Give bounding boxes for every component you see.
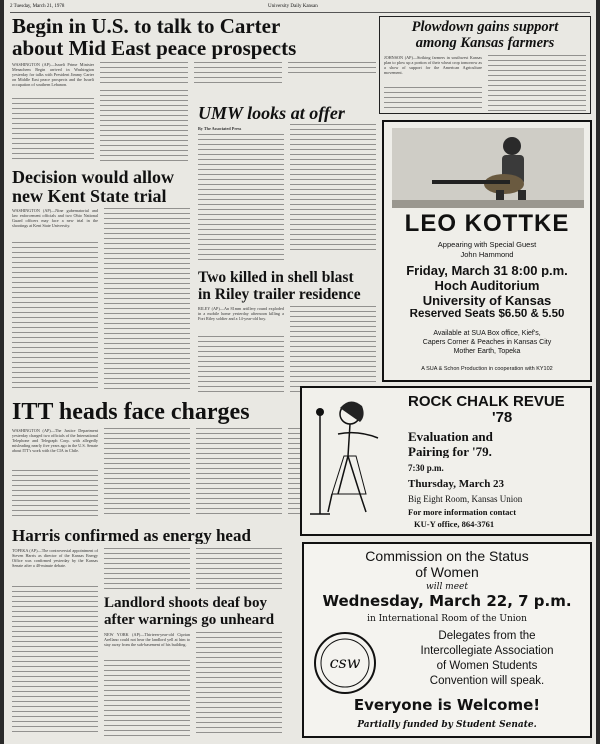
newspaper-page xyxy=(4,0,596,744)
rockchalk-ad xyxy=(300,386,592,536)
umw-column-1 xyxy=(198,134,284,262)
concert-outlets-3: Mother Earth, Topeka xyxy=(453,348,521,355)
rockchalk-subtitle-1: Evaluation and xyxy=(408,430,493,443)
women-funding: Partially funded by Student Senate. xyxy=(357,720,537,730)
umw-headline: UMW looks at offer xyxy=(198,104,345,122)
plowdown-headline-1: Plowdown gains support xyxy=(411,20,559,35)
concert-artist: LEO KOTTKE xyxy=(404,212,570,236)
carter-column-2 xyxy=(100,62,188,87)
concert-outlets-1: Available at SUA Box office, Kief's, xyxy=(433,330,541,337)
itt-headline: ITT heads face charges xyxy=(12,400,250,424)
riley-column-1 xyxy=(198,336,284,392)
harris-headline: Harris confirmed as energy head xyxy=(12,527,251,544)
concert-guest: John Hammond xyxy=(460,250,514,259)
plowdown-box xyxy=(379,16,591,114)
carter-column-3 xyxy=(194,62,282,87)
carter-column-1-cont xyxy=(12,98,94,162)
rockchalk-title-2: '78 xyxy=(492,410,513,425)
itt-lead: WASHINGTON (AP)—The Justice Department yesterday charged two officials of the International Telephone and Telegraph Corp. with allegedly misleading nearly five years ago in the U.S. Senate about ITT's work with the CIA in Chile. xyxy=(12,428,98,454)
women-date: Wednesday, March 22, 7 p.m. xyxy=(322,594,572,609)
women-ad xyxy=(302,542,592,738)
rockchalk-place: Big Eight Room, Kansas Union xyxy=(408,494,523,504)
women-delegates-2: Intercollegiate Association xyxy=(420,645,554,657)
guitarist-photo xyxy=(392,128,584,208)
rockchalk-title-1: ROCK CHALK REVUE xyxy=(408,394,565,409)
rockchalk-date: Thursday, March 23 xyxy=(408,479,505,490)
plowdown-column-1 xyxy=(384,87,482,111)
itt-column-3 xyxy=(196,428,282,516)
carter-headline-1: Begin in U.S. to talk to Carter xyxy=(12,16,281,37)
kent-column-2 xyxy=(104,208,190,392)
carter-column-4 xyxy=(288,62,376,76)
csw-logo-text: csw xyxy=(329,653,361,672)
concert-ad xyxy=(382,120,592,382)
umw-column-2 xyxy=(290,124,376,252)
women-place: in International Room of the Union xyxy=(367,614,527,624)
folio xyxy=(10,3,590,13)
women-title-2: of Women xyxy=(415,564,479,580)
harris-lead: TOPEKA (AP)—The controversial appointment of Steven Harris as director of the Kansas Energy Office was confirmed yesterday by the Kansas Senate after a 40-minute debate. xyxy=(12,548,98,569)
rockchalk-info-1: For more information contact xyxy=(408,508,517,517)
landlord-headline-1: Landlord shoots deaf boy xyxy=(104,596,267,611)
concert-date: Friday, March 31 8:00 p.m. xyxy=(406,264,568,277)
landlord-column-2 xyxy=(196,632,282,736)
kent-headline-2: new Kent State trial xyxy=(12,187,167,205)
kent-lead: WASHINGTON (AP)—Nine gubernatorial and law enforcement officials and two Ohio National Guard officers may face a new trial in the shootings at Kent State University. xyxy=(12,208,98,229)
folio-paper-name: University Daily Kansan xyxy=(268,4,318,9)
harris-column-1 xyxy=(12,586,98,736)
plowdown-column-2 xyxy=(488,55,586,111)
concert-outlets-2: Capers Corner & Peaches in Kansas City xyxy=(422,339,552,346)
women-title-1: Commission on the Status xyxy=(365,548,529,564)
performer-illustration xyxy=(308,394,404,524)
plowdown-headline-2: among Kansas farmers xyxy=(415,36,555,51)
landlord-headline-2: after warnings go unheard xyxy=(104,613,275,628)
concert-venue-2: University of Kansas xyxy=(422,294,552,307)
women-welcome: Everyone is Welcome! xyxy=(353,698,541,713)
concert-appearing: Appearing with Special Guest xyxy=(437,240,537,249)
concert-price: Reserved Seats $6.50 & 5.50 xyxy=(409,309,565,320)
carter-lead: WASHINGTON (AP)—Israeli Prime Minister Menachem Begin arrived in Washington yesterday for talks with President Jimmy Carter on Middle East peace prospects and the Israeli occupation of southern Lebanon. xyxy=(12,62,94,88)
kent-headline-1: Decision would allow xyxy=(12,168,175,186)
folio-date: 2 Tuesday, March 21, 1978 xyxy=(10,4,65,9)
harris-column-3 xyxy=(196,548,282,590)
riley-lead: RILEY (AP)—An 81mm artillery round exploded in a mobile home yesterday afternoon killing a Fort Riley soldier and a 14-year-old boy. xyxy=(198,306,284,322)
plowdown-lead: JOHNSON (AP)—Striking farmers in southwest Kansas plan to plow up a portion of their wheat crop tomorrow as a show of support for the American Agriculture movement. xyxy=(384,55,482,76)
itt-column-2 xyxy=(104,428,190,516)
umw-byline: By The Associated Press xyxy=(198,126,242,131)
women-will-meet: will meet xyxy=(425,582,468,592)
csw-logo xyxy=(310,628,380,698)
landlord-lead: NEW YORK (AP)—Thirteen-year-old Ciprian Arellano could not hear the landlord yell at him to stay away from the sub-basement of his building. xyxy=(104,632,190,648)
concert-venue-1: Hoch Auditorium xyxy=(434,279,540,292)
concert-sponsor: A SUA & Schon Production in cooperation with KY102 xyxy=(421,366,553,372)
riley-headline-1: Two killed in shell blast xyxy=(198,270,354,286)
rockchalk-subtitle-2: Pairing for '79. xyxy=(408,445,492,458)
rockchalk-info-2: KU-Y office, 864-3761 xyxy=(414,520,495,529)
landlord-column-1 xyxy=(104,660,190,736)
harris-column-2 xyxy=(104,548,190,590)
itt-column-1 xyxy=(12,470,98,516)
women-delegates-3: of Women Students xyxy=(436,660,538,672)
carter-column-2-cont xyxy=(100,90,188,162)
riley-headline-2: in Riley trailer residence xyxy=(198,287,361,303)
riley-column-2 xyxy=(290,306,376,392)
rockchalk-time: 7:30 p.m. xyxy=(408,464,444,473)
kent-column-1 xyxy=(12,242,98,392)
carter-headline-2: about Mid East peace prospects xyxy=(12,38,297,59)
women-delegates-1: Delegates from the xyxy=(438,630,536,642)
women-delegates-4: Convention will speak. xyxy=(429,675,545,687)
